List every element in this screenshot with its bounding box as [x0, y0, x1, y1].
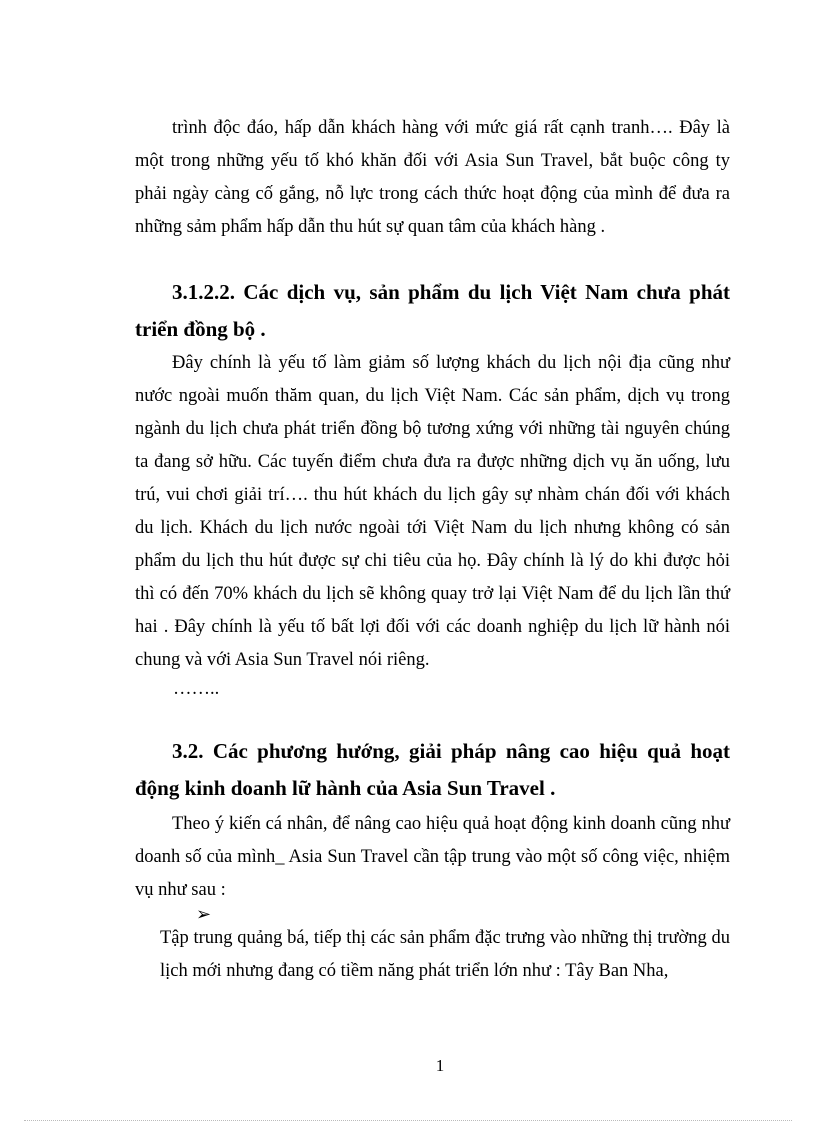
ellipsis-text: ……..	[173, 679, 220, 699]
paragraph-personal-opinion: Theo ý kiến cá nhân, để nâng cao hiệu quả hoạt động kinh doanh cũng như doanh số của mình_ Asia Sun Travel cần tập trung vào một số công việc, nhiệm vụ như sau :	[135, 814, 730, 900]
arrowhead-bullet-icon: ➢	[196, 904, 212, 925]
page-number: 1	[435, 1056, 445, 1075]
paragraph-tourism-products: Đây chính là yếu tố làm giảm số lượng khách du lịch nội địa cũng như nước ngoài muốn thăm quan, du lịch Việt Nam. Các sản phẩm, dịch vụ trong ngành du lịch chưa phát triển đồng bộ tương xứng với những tài nguyên chúng ta đang sở hữu. Các tuyến điểm chưa đưa ra được những dịch vụ ăn uống, lưu trú, vui chơi giải trí…. thu hút khách du lịch gây sự nhàm chán đối với khách du lịch. Khách du lịch nước ngoài tới Việt Nam du lịch nhưng không có sản phẩm du lịch thu hút được sự chi tiêu của họ. Đây chính là lý do khi được hỏi thì có đến 70% khách du lịch sẽ không quay trở lại Việt Nam để du lịch lần thứ hai . Đây chính là yếu tố bất lợi đối với các doanh nghiệp du lịch lữ hành nói chung và với Asia Sun Travel nói riêng.	[135, 353, 730, 670]
page-bottom-divider	[24, 1120, 792, 1121]
section-heading-3-2: 3.2. Các phương hướng, giải pháp nâng cao hiệu quả hoạt động kinh doanh lữ hành của Asia Sun Travel .	[135, 739, 730, 800]
bullet-item-marketing: Tập trung quảng bá, tiếp thị các sản phẩm đặc trưng vào những thị trường du lịch mới nhưng đang có tiềm năng phát triển lớn như : Tây Ban Nha,	[160, 928, 730, 981]
paragraph-competition: trình độc đáo, hấp dẫn khách hàng với mức giá rất cạnh tranh…. Đây là một trong những yếu tố khó khăn đối với Asia Sun Travel, bắt buộc công ty phải ngày càng cố gắng, nỗ lực trong cách thức hoạt động của mình để đưa ra những sảm phẩm hấp dẫn thu hút sự quan tâm của khách hàng .	[135, 118, 730, 237]
section-heading-3-1-2-2: 3.1.2.2. Các dịch vụ, sản phẩm du lịch Việt Nam chưa phát triển đồng bộ .	[135, 280, 730, 341]
